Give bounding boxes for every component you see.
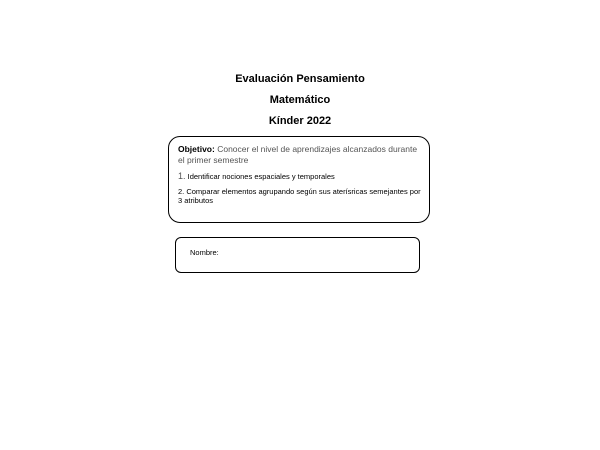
objective-item-2 bbox=[178, 187, 421, 206]
title-line-1: Evaluación Pensamiento bbox=[235, 73, 365, 85]
objective-item-number: 1. bbox=[178, 171, 186, 181]
objective-text: Conocer el nivel de aprendizajes alcanzados durante el primer semestre bbox=[178, 144, 418, 165]
name-label: Nombre: bbox=[190, 248, 219, 257]
title-line-3: Kínder 2022 bbox=[268, 115, 332, 127]
title-line-2: Matemático bbox=[269, 94, 331, 106]
objective-item-text: 2. Comparar elementos agrupando según sus aterísricas semejantes por 3 atributos bbox=[178, 186, 421, 205]
objective-item-text: Identificar nociones espaciales y temporales bbox=[187, 172, 335, 181]
objective-box bbox=[168, 136, 430, 223]
objective-statement bbox=[178, 144, 421, 166]
objective-item-1 bbox=[178, 172, 421, 182]
name-field[interactable] bbox=[175, 237, 420, 273]
objective-label: Objetivo: bbox=[178, 144, 215, 154]
